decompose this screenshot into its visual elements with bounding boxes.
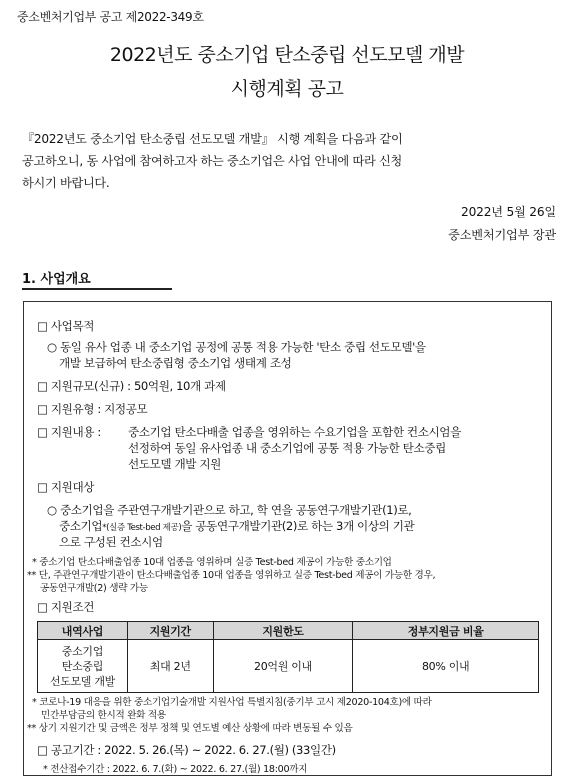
table-header-row bbox=[38, 622, 539, 640]
conditions-note: 민간부담금의 한시적 완화 적용 bbox=[41, 710, 166, 721]
intro-line: 공고하오니, 동 사업에 참여하고자 하는 중소기업은 사업 안내에 따라 신청 bbox=[22, 154, 402, 168]
conditions-note: ** 상기 지원기간 및 금액은 정부 정책 및 연도별 예산 상황에 따라 변동될 수 있음 bbox=[27, 723, 353, 734]
target-label: □ 지원대상 bbox=[37, 480, 95, 494]
content-line: 선도모델 개발 지원 bbox=[128, 457, 221, 471]
content-line: 중소기업 탄소다배출 업종을 영위하는 수요기업을 포함한 컨소시엄을 bbox=[128, 425, 461, 439]
section-underline bbox=[22, 288, 172, 290]
target-line: ○ 중소기업을 주관연구개발기관으로 하고, 학 연을 공동연구개발기관(1)로, bbox=[47, 503, 412, 517]
table-header: 지원한도 bbox=[213, 622, 353, 640]
notice-number: 중소벤처기업부 공고 제2022-349호 bbox=[17, 10, 204, 24]
overview-box bbox=[23, 301, 552, 776]
target-footnote-mark: *(실증 Test-bed 제공) bbox=[102, 523, 182, 533]
notice-title-line1: 2022년도 중소기업 탄소중립 선도모델 개발 bbox=[109, 44, 465, 66]
intro-line: 『2022년도 중소기업 탄소중립 선도모델 개발』 시행 계획을 다음과 같이 bbox=[22, 132, 403, 146]
cell-line: 선도모델 개발 bbox=[49, 674, 115, 688]
purpose-line: 개발 보급하여 탄소중립형 중소기업 생태계 조성 bbox=[59, 356, 292, 370]
target-line: 으로 구성된 컨소시엄 bbox=[59, 535, 163, 549]
table-header: 정부지원금 비율 bbox=[353, 622, 539, 640]
issuer: 중소벤처기업부 장관 bbox=[448, 228, 556, 242]
table-cell: 최대 2년 bbox=[127, 640, 213, 693]
conditions-label: □ 지원조건 bbox=[37, 600, 95, 614]
notice-date: 2022년 5월 26일 bbox=[461, 205, 556, 219]
target-line bbox=[59, 518, 414, 534]
type-item: □ 지원유형 : 지정공모 bbox=[37, 402, 148, 416]
notice-title-line2: 시행계획 공고 bbox=[230, 78, 344, 100]
purpose-line: ○ 동일 유사 업종 내 중소기업 공정에 공통 적용 가능한 '탄소 중립 선도모델'을 bbox=[47, 340, 426, 354]
cell-line: 중소기업 bbox=[61, 644, 104, 658]
table-cell: 20억원 이내 bbox=[213, 640, 353, 693]
table-row bbox=[38, 640, 539, 693]
target-text: 중소기업 bbox=[59, 519, 103, 533]
target-note: 공동연구개발(2) 생략 가능 bbox=[40, 583, 148, 594]
scale-item: □ 지원규모(신규) : 50억원, 10개 과제 bbox=[37, 379, 226, 393]
table-cell bbox=[38, 640, 128, 693]
table-cell: 80% 이내 bbox=[353, 640, 539, 693]
period-note: * 전산접수기간 : 2022. 6. 7.(화) ~ 2022. 6. 27.(월) 18:00까지 bbox=[43, 764, 308, 775]
table-header: 지원기간 bbox=[127, 622, 213, 640]
content-label: □ 지원내용 : bbox=[37, 425, 101, 439]
conditions-note: * 코로나-19 대응을 위한 중소기업기술개발 지원사업 특별지침(중기부 고시 제2020-104호)에 따라 bbox=[32, 697, 432, 708]
section-title: 1. 사업개요 bbox=[22, 272, 91, 287]
content-line: 선정하여 동일 유사업종 내 중소기업에 공통 적용 가능한 탄소중립 bbox=[128, 441, 446, 455]
intro-paragraph bbox=[22, 128, 552, 194]
purpose-label: □ 사업목적 bbox=[37, 319, 95, 333]
target-note: ** 단, 주관연구개발기관이 탄소다배출업종 10대 업종을 영위하고 실증 Test-bed 제공이 가능한 경우, bbox=[27, 570, 436, 581]
period-item: □ 공고기간 : 2022. 5. 26.(목) ~ 2022. 6. 27.(월) (33일간) bbox=[37, 743, 336, 757]
table-header: 내역사업 bbox=[38, 622, 128, 640]
cell-line: 탄소중립 bbox=[61, 659, 104, 673]
intro-line: 하시기 바랍니다. bbox=[22, 176, 110, 190]
support-conditions-table bbox=[37, 621, 539, 693]
target-note: * 중소기업 탄소다배출업종 10대 업종을 영위하며 실증 Test-bed 제공이 가능한 중소기업 bbox=[32, 557, 392, 568]
target-text: 을 공동연구개발기관(2)로 하는 3개 이상의 기관 bbox=[181, 519, 415, 533]
